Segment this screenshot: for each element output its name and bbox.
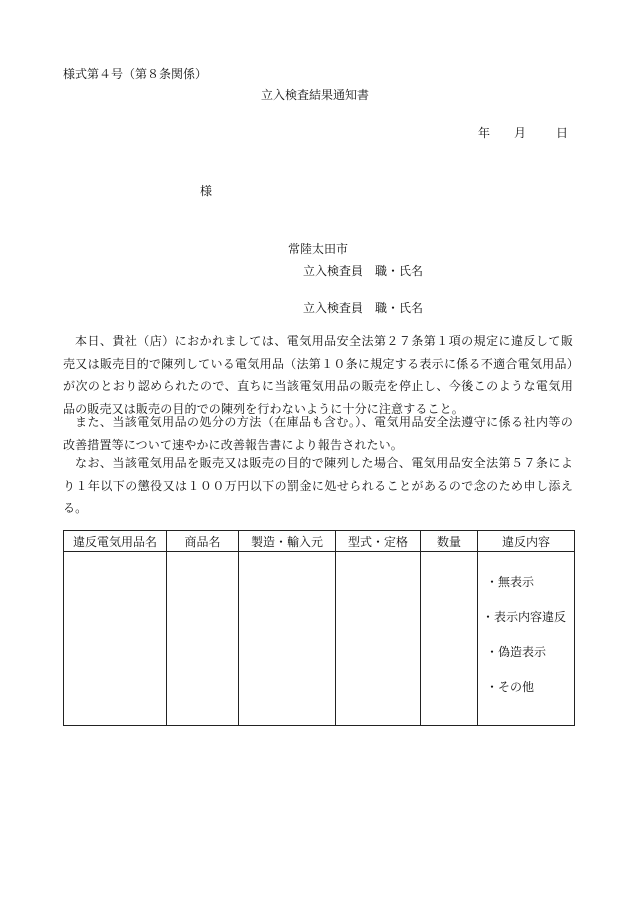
cell-product-name[interactable] (64, 552, 167, 726)
violation-item-label-violation: ・表示内容違反 (482, 610, 567, 624)
body-paragraph-1: 本日、貴社（店）におかれましては、電気用品安全法第２７条第１項の規定に違反して販売又は販売目的で陳列している電気用品（法第１０条に規定する表示に係る不適合電気用品）が次のとおり認められたので、直ちに当該電気用品の販売を停止し、今後このような電気用品の販売又は販売の目的での陳列を行わないように十分に注意すること。 (63, 334, 573, 416)
date-line (478, 124, 568, 141)
body-paragraph-2: また、当該電気用品の処分の方法（在庫品も含む。）、電気用品安全法遵守に係る社内等の改善措置等について速やかに改善報告書により報告されたい。 (63, 415, 573, 452)
header-model-rating: 型式・定格 (336, 531, 421, 552)
cell-quantity[interactable] (421, 552, 478, 726)
cell-manufacturer[interactable] (239, 552, 336, 726)
date-month: 月 (514, 126, 527, 140)
inspector-line-1: 立入検査員 職・氏名 (303, 264, 424, 278)
form-number: 様式第４号（第８条関係） (63, 67, 208, 81)
table-header-row (64, 531, 575, 552)
violation-table (63, 530, 575, 726)
cell-model-rating[interactable] (336, 552, 421, 726)
date-year: 年 (478, 126, 491, 140)
cell-violation-content (478, 552, 575, 726)
violation-item-other: ・その他 (486, 680, 535, 694)
table-row (64, 552, 575, 726)
addressee-suffix: 様 (200, 184, 213, 198)
header-product-name: 違反電気用品名 (64, 531, 167, 552)
violation-item-forged-label: ・偽造表示 (486, 645, 547, 659)
inspector-line-2: 立入検査員 職・氏名 (303, 301, 424, 315)
document-title: 立入検査結果通知書 (260, 88, 369, 102)
sender-city: 常陸太田市 (288, 242, 349, 256)
header-trade-name: 商品名 (167, 531, 239, 552)
date-day: 日 (556, 126, 569, 140)
violation-item-no-label: ・無表示 (486, 575, 535, 589)
body-paragraph-3: なお、当該電気用品を販売又は販売の目的で陳列した場合、電気用品安全法第５７条により１年以下の懲役又は１００万円以下の罰金に処せられることがあるので念のため申し添える。 (63, 456, 573, 515)
header-violation-content: 違反内容 (478, 531, 575, 552)
header-manufacturer: 製造・輸入元 (239, 531, 336, 552)
cell-trade-name[interactable] (167, 552, 239, 726)
header-quantity: 数量 (421, 531, 478, 552)
